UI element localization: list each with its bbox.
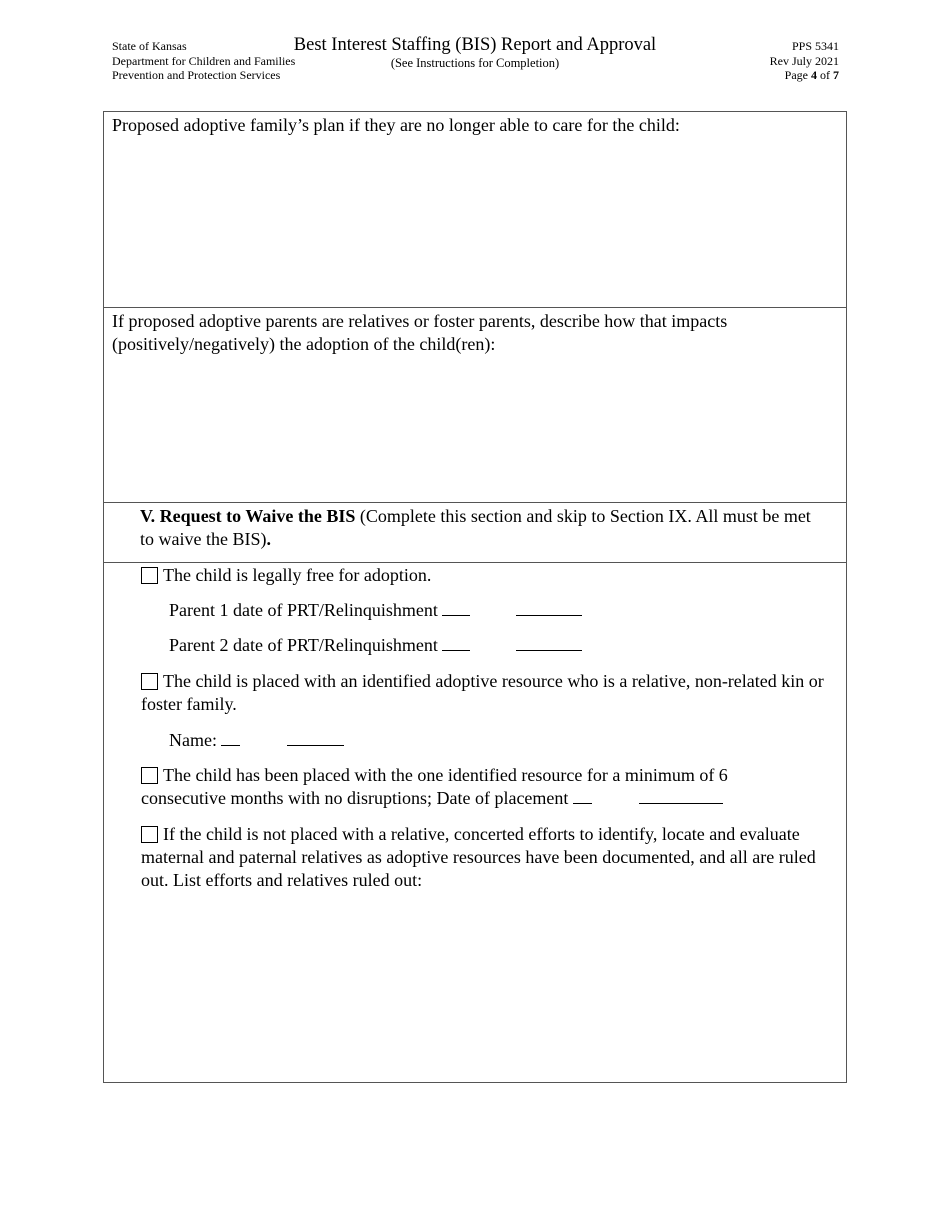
section-v-heading: V. Request to Waive the BIS	[140, 506, 356, 526]
not-relative-item	[141, 823, 843, 892]
legally-free-item	[141, 564, 431, 587]
document-title: Best Interest Staffing (BIS) Report and Approval	[293, 35, 657, 55]
relatives-impact-question: If proposed adoptive parents are relatives or foster parents, describe how that impacts (positively/negatively) the adoption of the child(ren):	[112, 311, 728, 354]
section-v-period: .	[266, 529, 271, 549]
header-division: Prevention and Protection Services	[112, 68, 281, 82]
header-department: Department for Children and Families	[112, 53, 296, 68]
name-row	[169, 729, 344, 752]
page-of: of	[817, 68, 833, 82]
section-v-text	[140, 505, 818, 551]
not-relative-checkbox[interactable]	[141, 826, 158, 843]
six-months-checkbox[interactable]	[141, 767, 158, 784]
parent2-row	[169, 634, 582, 657]
header-right	[770, 39, 839, 83]
section-v-instruction: (Complete this section and skip to Section IX. All must be met to waive the BIS)	[140, 506, 811, 549]
not-relative-label: If the child is not placed with a relative, concerted efforts to identify, locate and evaluate maternal and paternal relatives as adoptive resources have been documented, and all are ruled out. List efforts and relatives ruled out:	[141, 824, 816, 890]
parent2-label: Parent 2 date of PRT/Relinquishment	[169, 635, 443, 655]
form-table	[103, 111, 847, 1083]
revision-date: Rev July 2021	[769, 53, 839, 68]
plan-section[interactable]	[104, 112, 846, 308]
header-state: State of Kansas	[112, 39, 187, 53]
form-number: PPS 5341	[791, 39, 839, 53]
section-v-header	[104, 503, 846, 563]
page-current: 4	[811, 68, 817, 82]
section-v-body	[104, 563, 846, 1082]
placed-identified-label: The child is placed with an identified adoptive resource who is a relative, non-related kin or foster family.	[141, 671, 824, 714]
parent1-row	[169, 599, 582, 622]
parent1-label: Parent 1 date of PRT/Relinquishment	[169, 600, 443, 620]
parent1-date-field-a[interactable]	[442, 599, 470, 616]
page-prefix: Page	[784, 68, 811, 82]
placement-date-field-a[interactable]	[573, 787, 592, 804]
name-field-b[interactable]	[287, 729, 344, 746]
relatives-impact-section[interactable]	[104, 308, 846, 503]
parent2-date-field-a[interactable]	[442, 634, 470, 651]
parent1-date-field-b[interactable]	[516, 599, 582, 616]
legally-free-label: The child is legally free for adoption.	[163, 565, 432, 585]
legally-free-checkbox[interactable]	[141, 567, 158, 584]
page-total: 7	[833, 68, 839, 82]
placement-date-field-b[interactable]	[639, 787, 723, 804]
name-field-a[interactable]	[221, 729, 240, 746]
plan-question: Proposed adoptive family’s plan if they are no longer able to care for the child:	[112, 115, 680, 135]
six-months-label: The child has been placed with the one identified resource for a minimum of 6 consecutive months with no disruptions; Date of placement	[141, 765, 728, 808]
document-subtitle: (See Instructions for Completion)	[390, 56, 560, 70]
placed-identified-checkbox[interactable]	[141, 673, 158, 690]
page-number	[770, 68, 839, 83]
name-label: Name:	[169, 730, 222, 750]
six-months-item	[141, 764, 781, 810]
placed-identified-item	[141, 670, 841, 716]
parent2-date-field-b[interactable]	[516, 634, 582, 651]
